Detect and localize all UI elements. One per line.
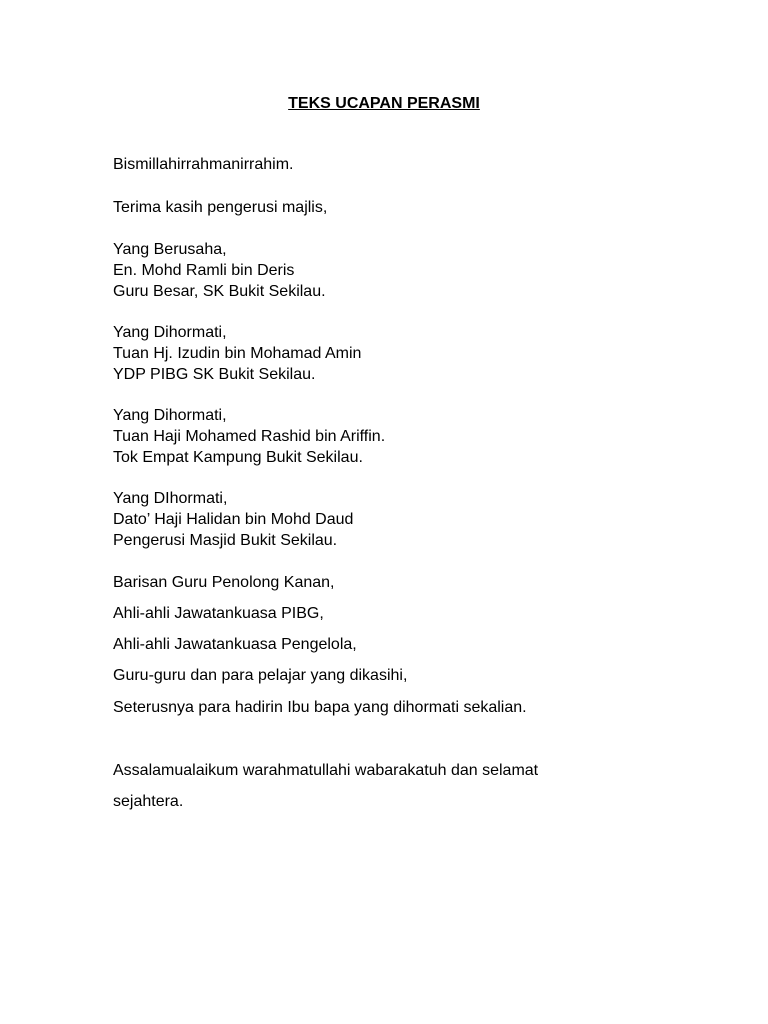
greeting-line-2: sejahtera. <box>113 793 184 810</box>
salutation-2-honorific: Yang Dihormati, <box>113 324 227 341</box>
salutation-1-name: En. Mohd Ramli bin Deris <box>113 262 295 279</box>
audience-line-4: Guru-guru dan para pelajar yang dikasihi, <box>113 667 408 684</box>
salutation-2-name: Tuan Hj. Izudin bin Mohamad Amin <box>113 345 362 362</box>
greeting-line-1: Assalamualaikum warahmatullahi wabarakatuh dan selamat <box>113 762 539 779</box>
salutation-4-honorific: Yang DIhormati, <box>113 490 228 507</box>
audience-line-5: Seterusnya para hadirin Ibu bapa yang dihormati sekalian. <box>113 699 527 716</box>
salutation-4-name: Dato’ Haji Halidan bin Mohd Daud <box>113 511 354 528</box>
audience-line-3: Ahli-ahli Jawatankuasa Pengelola, <box>113 636 357 653</box>
salutation-3-name: Tuan Haji Mohamed Rashid bin Ariffin. <box>113 428 386 445</box>
audience-line-2: Ahli-ahli Jawatankuasa PIBG, <box>113 605 324 622</box>
thanks-line: Terima kasih pengerusi majlis, <box>113 199 328 216</box>
opening-line: Bismillahirrahmanirrahim. <box>113 156 294 173</box>
salutation-3-position: Tok Empat Kampung Bukit Sekilau. <box>113 449 363 466</box>
page-title: TEKS UCAPAN PERASMI <box>288 95 480 112</box>
salutation-2-position: YDP PIBG SK Bukit Sekilau. <box>113 366 316 383</box>
salutation-4-position: Pengerusi Masjid Bukit Sekilau. <box>113 532 338 549</box>
audience-line-1: Barisan Guru Penolong Kanan, <box>113 574 335 591</box>
salutation-1-position: Guru Besar, SK Bukit Sekilau. <box>113 283 326 300</box>
salutation-3-honorific: Yang Dihormati, <box>113 407 227 424</box>
salutation-1-honorific: Yang Berusaha, <box>113 241 227 258</box>
